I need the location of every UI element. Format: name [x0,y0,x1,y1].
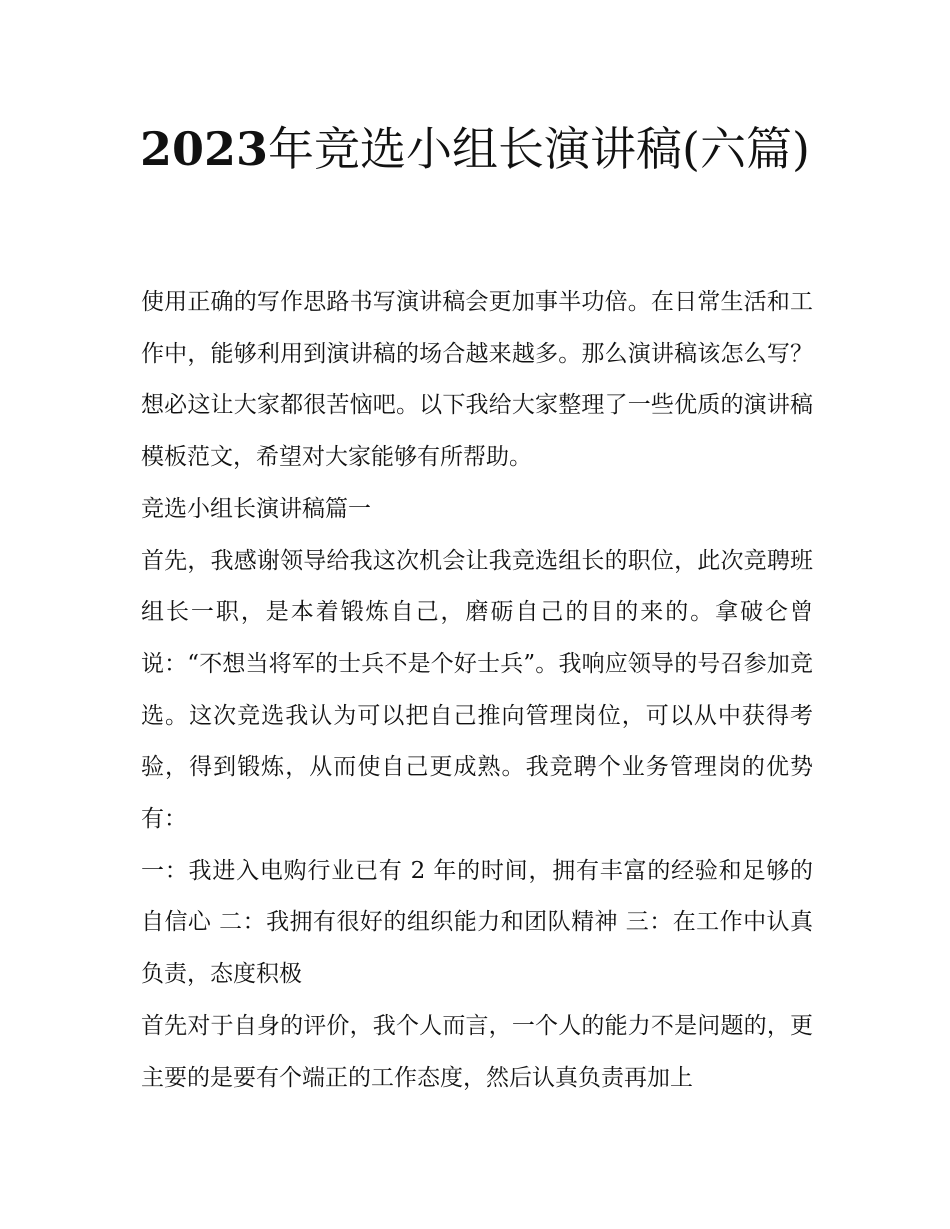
body-paragraph: 首先对于自身的评价，我个人而言，一个人的能力不是问题的，更主要的是要有个端正的工作态度，然后认真负责再加上 [141,1012,813,1091]
title-year: 2023 [140,122,269,176]
intro-paragraph: 使用正确的写作思路书写演讲稿会更加事半功倍。在日常生活和工作中，能够利用到演讲稿的场合越来越多。那么演讲稿该怎么写？想必这让大家都很苦恼吧。以下我给大家整理了一些优质的演讲稿模板范文，希望对大家能够有所帮助。 [141,289,813,471]
title-text: 年竞选小组长演讲稿(六篇) [268,122,810,176]
document-title [140,112,820,186]
section-heading: 竞选小组长演讲稿篇一 [141,495,371,522]
body-paragraph: 一：我进入电购行业已有 2 年的时间，拥有丰富的经验和足够的自信心 二：我拥有很好的组织能力和团队精神 三：在工作中认真负责，态度积极 [141,857,813,988]
document-body [141,277,813,1104]
body-paragraph: 首先，我感谢领导给我这次机会让我竞选组长的职位，此次竞聘班组长一职，是本着锻炼自己，磨砺自己的目的来的。拿破仑曾说：“不想当将军的士兵不是个好士兵”。我响应领导的号召参加竞选。这次竞选我认为可以把自己推向管理岗位，可以从中获得考验，得到锻炼，从而使自己更成熟。我竞聘个业务管理岗的优势有： [141,547,813,833]
